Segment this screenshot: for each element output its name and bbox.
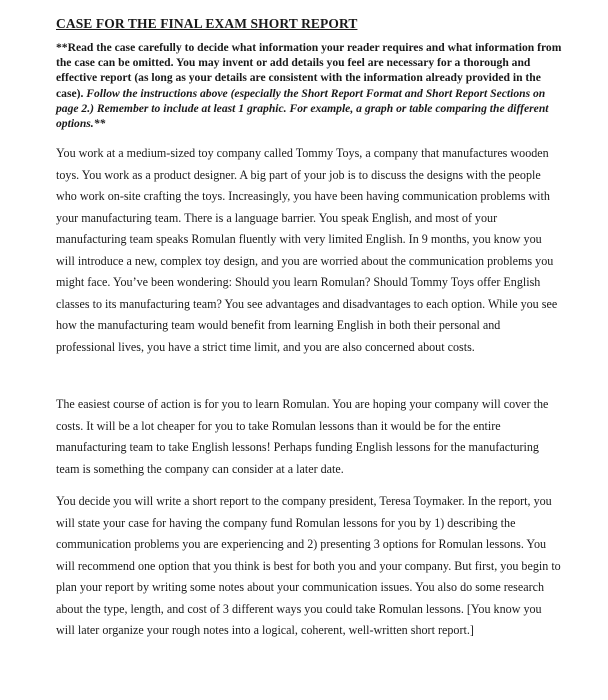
case-paragraph-1: You work at a medium-sized toy company called Tommy Toys, a company that manufactures wooden toys. You work as a product designer. A big part of your job is to discuss the designs with the people who work on-site crafting the toys. Increasingly, you have been having communication problems with your manufacturing team. There is a language barrier. You speak English, and most of your manufacturing team speaks Romulan fluently with very limited English. In 9 months, you know you will introduce a new, complex toy design, and you are worried about the communication problems you might face. You’ve been wondering: Should you learn Romulan? Should Tommy Toys offer English classes to its manufacturing team? You see advantages and disadvantages to each option. While you see how the manufacturing team would benefit from learning English in both their personal and professional lives, you have a strict time limit, and you are also concerned about costs. <box>56 146 558 354</box>
case-paragraph-2: The easiest course of action is for you to learn Romulan. You are hoping your company will cover the costs. It will be a lot cheaper for you to take Romulan lessons than it would be for the entire manufacturing team to take English lessons! Perhaps funding English lessons for the manufacturing team is something the company can consider at a later date. <box>56 397 549 476</box>
instructions-text: **Read the case carefully to decide what information your reader requires and what information from the case can be omitted. You may invent or add details you feel are necessary for a thorough and effective report (as long as your details are consistent with the information already provided in the case). <box>56 41 562 100</box>
document-title: CASE FOR THE FINAL EXAM SHORT REPORT <box>56 16 358 31</box>
instructions-emphasis: Follow the instructions above (especially the Short Report Format and Short Report Sections on page 2.) Remember to include at least 1 graphic. For example, a graph or table comparing the different options.** <box>56 86 549 131</box>
instructions-paragraph <box>56 40 562 131</box>
case-paragraph-3: You decide you will write a short report to the company president, Teresa Toymaker. In the report, you will state your case for having the company fund Romulan lessons for you by 1) describing the communication problems you are experiencing and 2) presenting 3 options for Romulan lessons. You will recommend one option that you think is best for both you and your company. But first, you begin to plan your report by writing some notes about your communication issues. You also do some research about the type, length, and cost of 3 different ways you could take Romulan lessons. [You know you will later organize your rough notes into a logical, coherent, well-written short report.] <box>56 494 561 637</box>
